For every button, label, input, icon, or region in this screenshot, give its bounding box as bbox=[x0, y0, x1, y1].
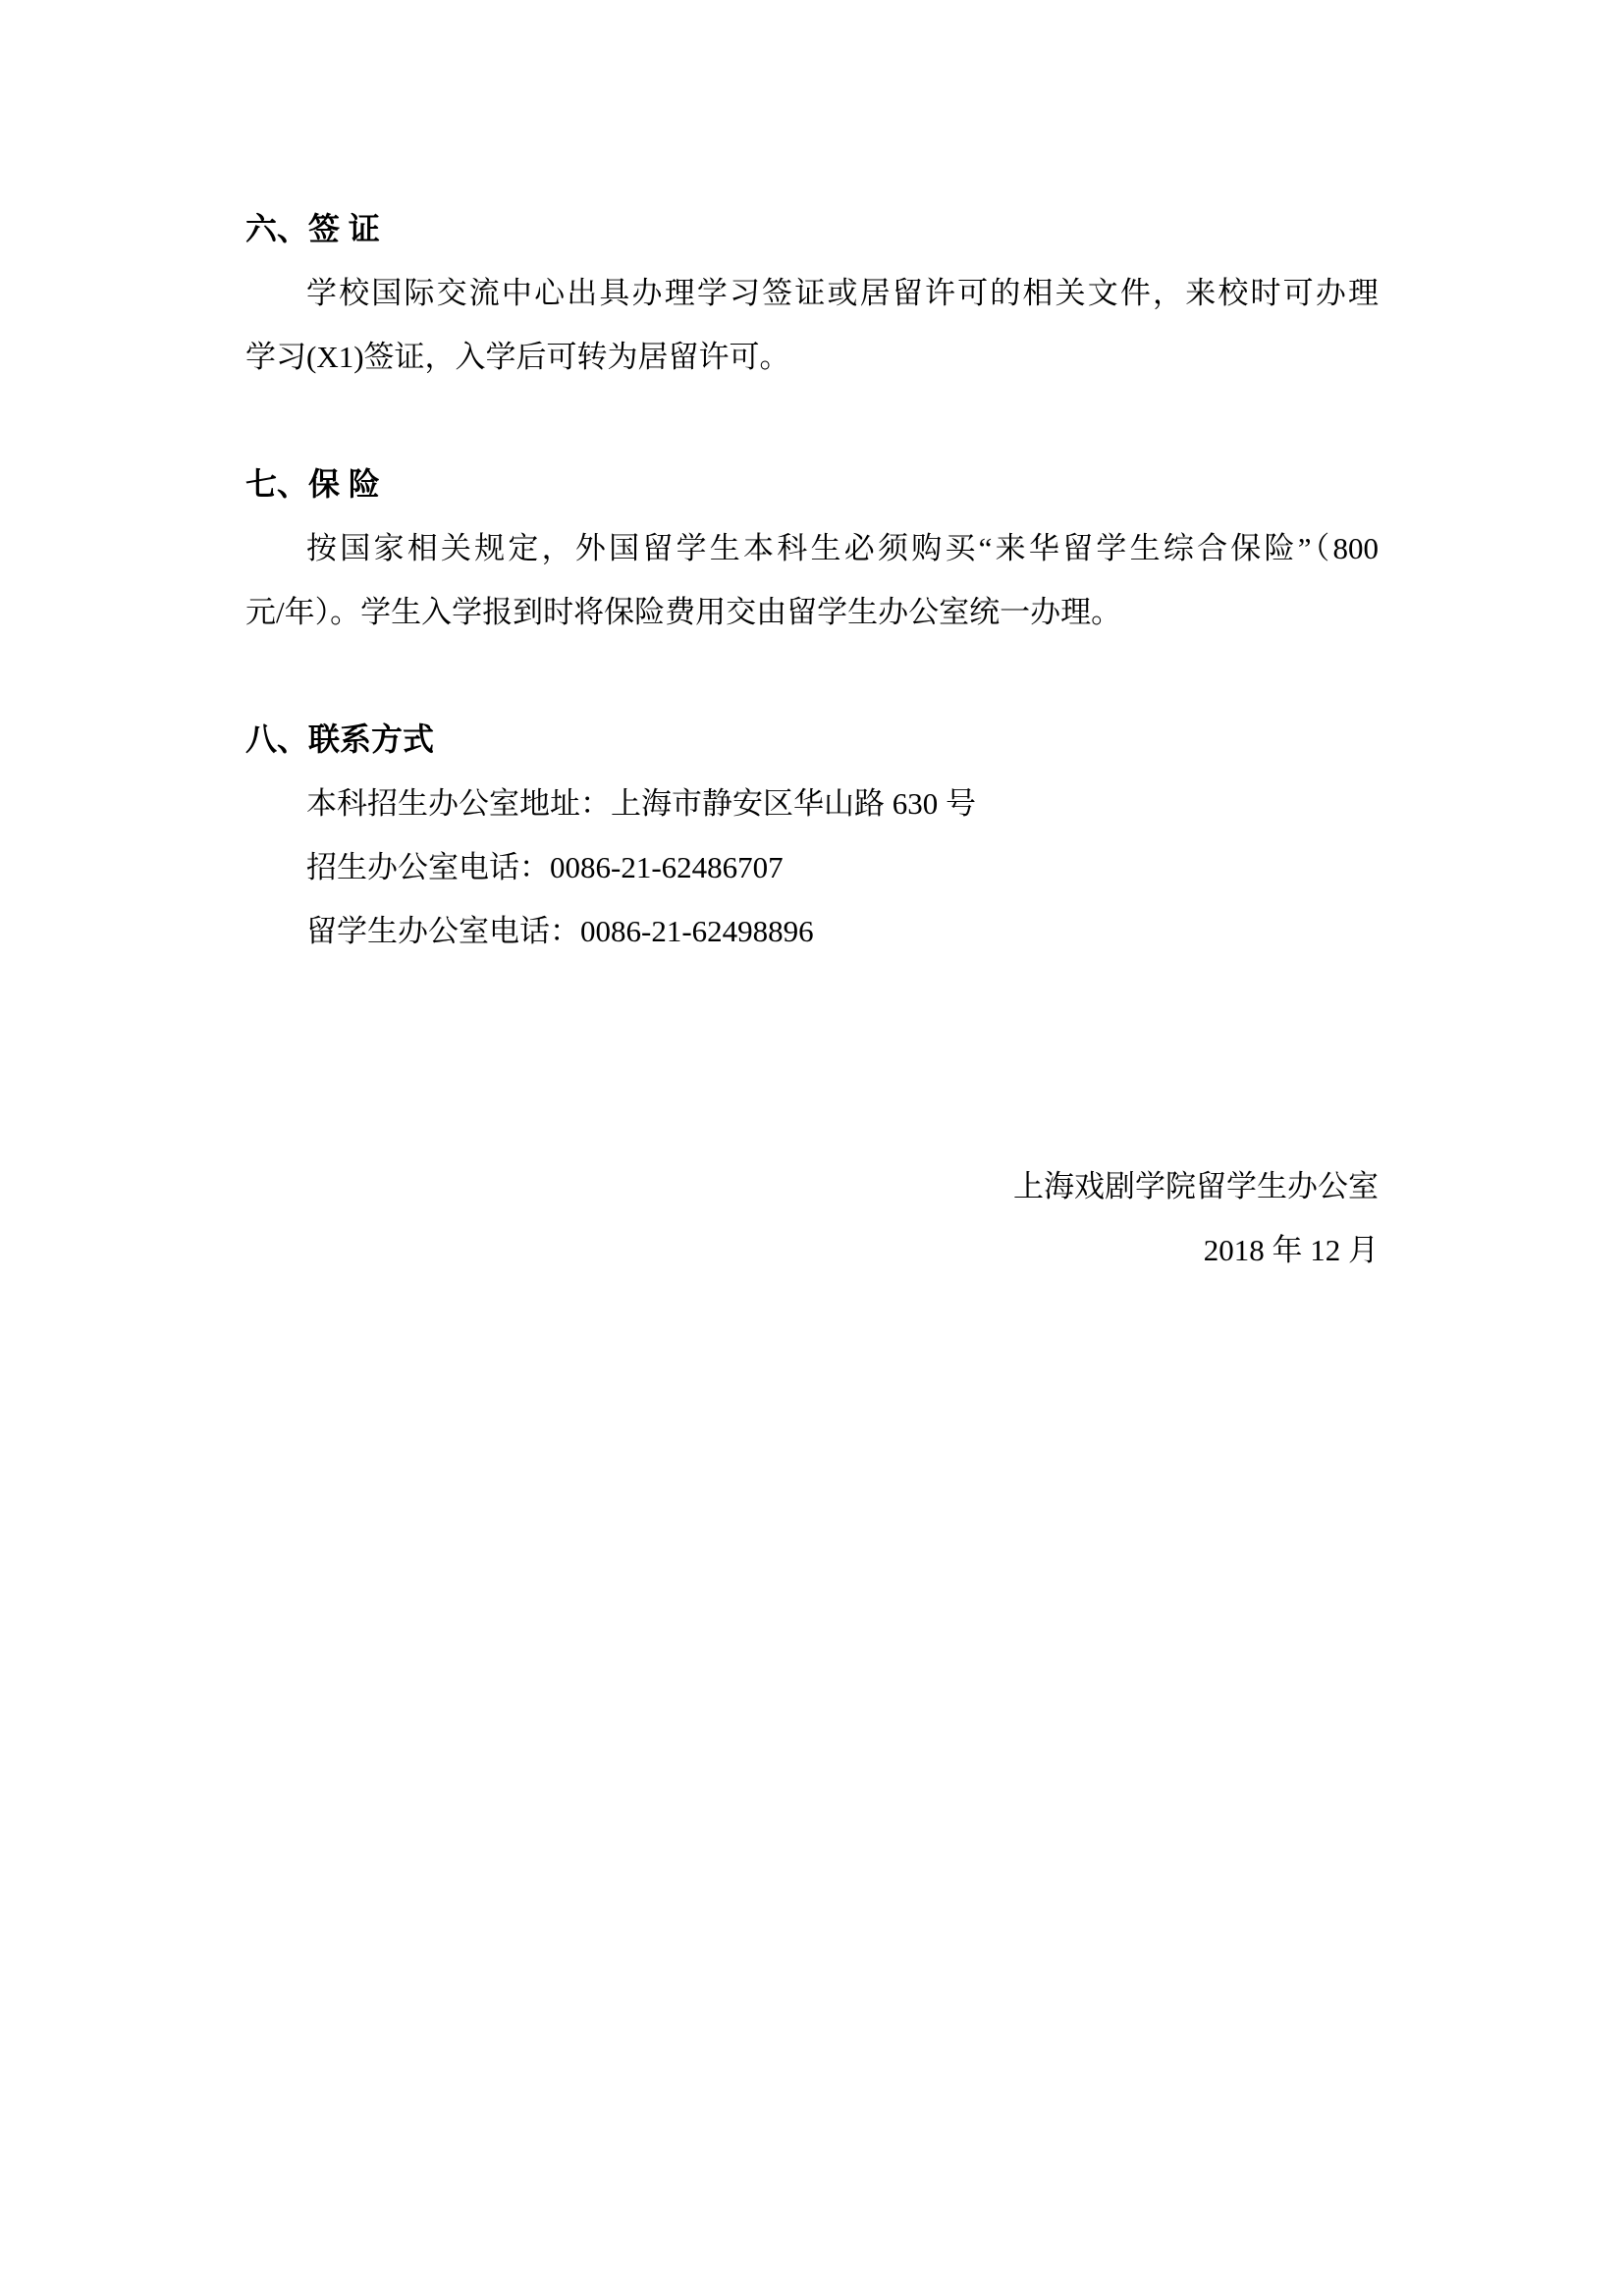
signoff-block bbox=[245, 1154, 1379, 1282]
section-insurance-heading: 七、保 险 bbox=[245, 466, 380, 502]
contact-international-office-phone-line: 留学生办公室电话：0086-21-62498896 bbox=[306, 914, 814, 948]
section-visa-heading: 六、签 证 bbox=[245, 211, 380, 246]
section-contact bbox=[245, 708, 1379, 963]
signoff-organization: 上海戏剧学院留学生办公室 bbox=[1013, 1169, 1379, 1203]
paragraph-line: 学校国际交流中心出具办理学习签证或居留许可的相关文件，来校时可办理 bbox=[306, 276, 1379, 310]
paragraph-line: 学习(X1)签证，入学后可转为居留许可。 bbox=[245, 340, 790, 374]
document-content bbox=[245, 197, 1379, 1282]
contact-admissions-phone-line: 招生办公室电话：0086-21-62486707 bbox=[306, 850, 784, 884]
section-contact-heading: 八、联系方式 bbox=[245, 721, 435, 757]
paragraph-line: 元/年）。学生入学报到时将保险费用交由留学生办公室统一办理。 bbox=[245, 595, 1122, 629]
section-insurance bbox=[245, 453, 1379, 644]
contact-address-line: 本科招生办公室地址：上海市静安区华山路 630 号 bbox=[306, 786, 976, 821]
paragraph-line: 按国家相关规定，外国留学生本科生必须购买“来华留学生综合保险”（800 bbox=[306, 531, 1379, 565]
section-visa bbox=[245, 197, 1379, 389]
signoff-date: 2018 年 12 月 bbox=[1203, 1233, 1379, 1267]
